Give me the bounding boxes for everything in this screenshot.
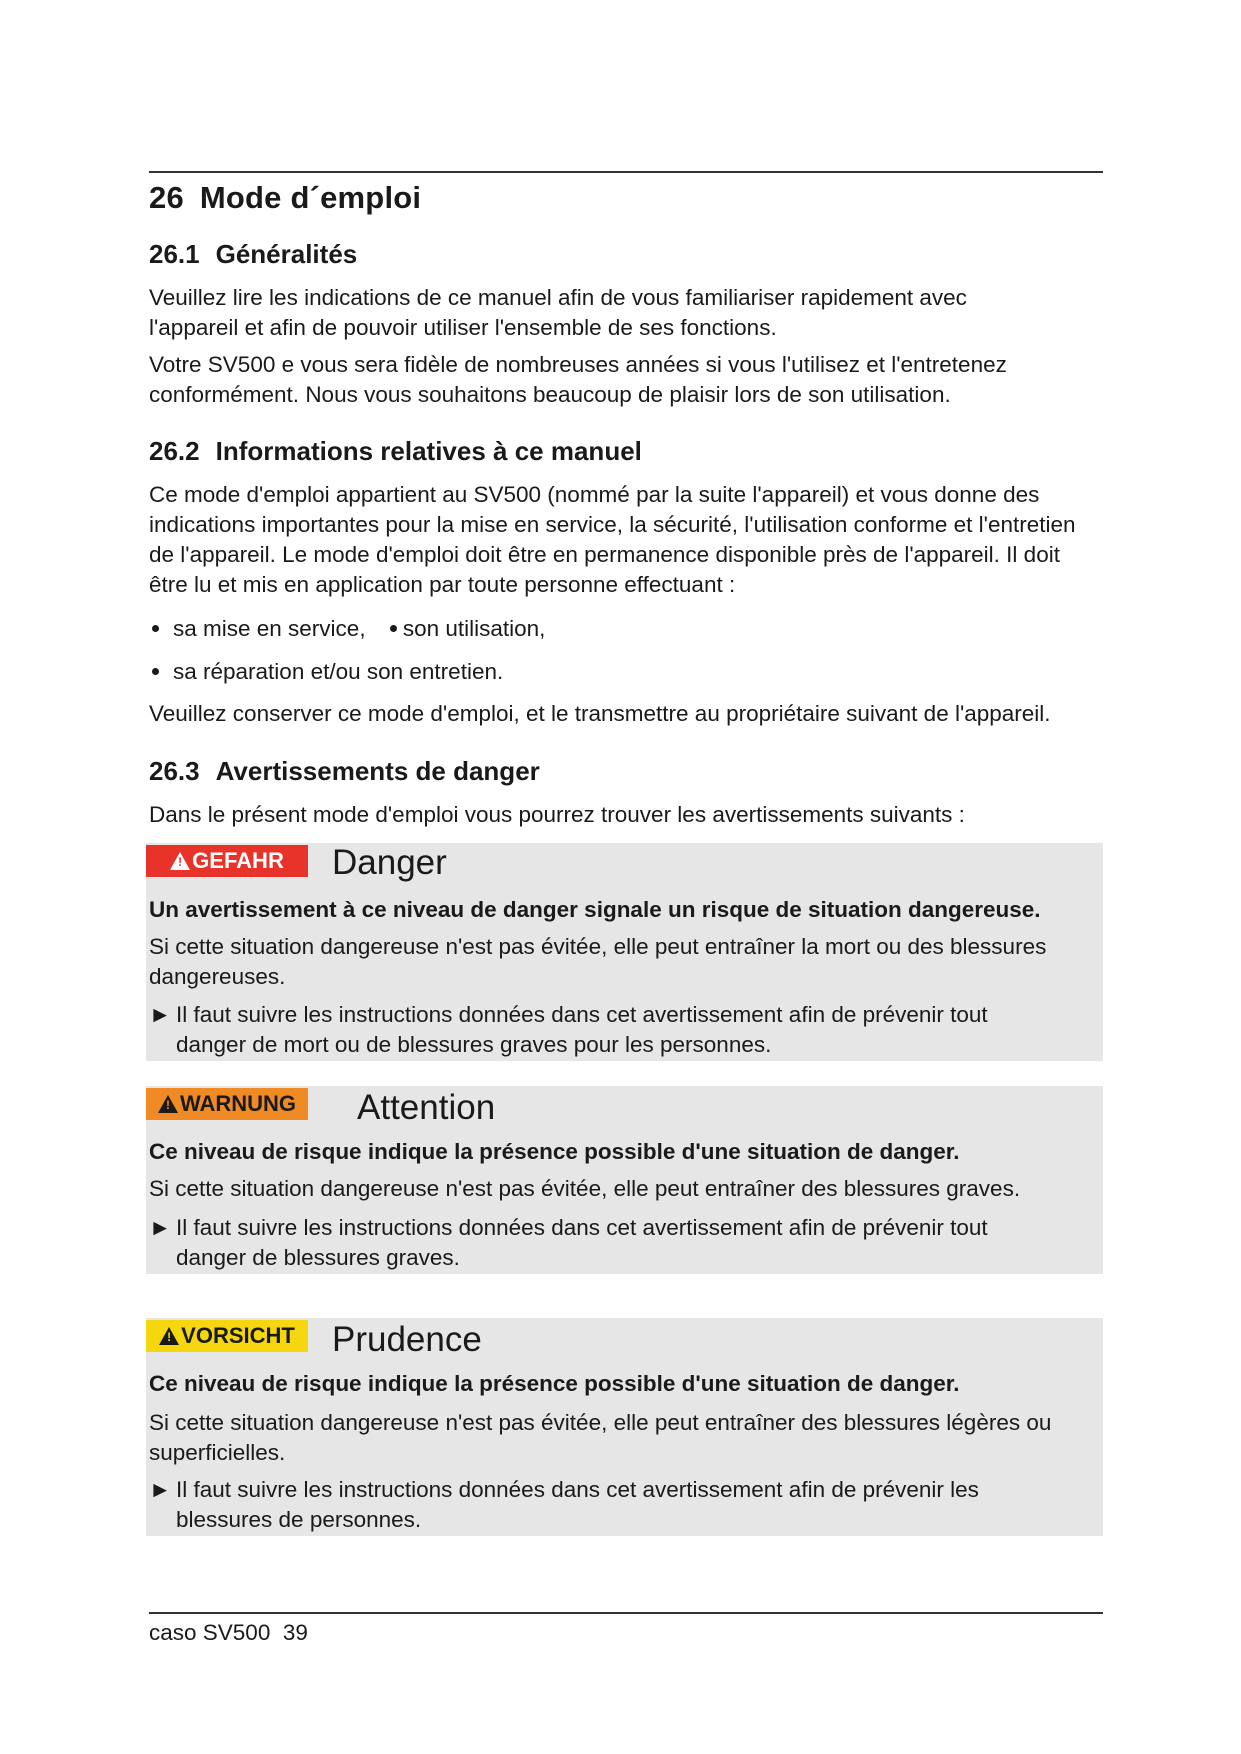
gefahr-badge xyxy=(146,845,308,877)
section-heading-generalites xyxy=(149,239,357,270)
section-heading-informations xyxy=(149,436,642,467)
paragraph: Veuillez conserver ce mode d'emploi, et le transmettre au propriétaire suivant de l'appareil. xyxy=(149,701,1051,726)
chapter-heading xyxy=(149,180,421,216)
arrow-right-icon: ► xyxy=(149,1002,172,1027)
warning-action-text: Il faut suivre les instructions données dans cet avertissement afin de prévenir tout danger de blessures graves. xyxy=(176,1215,988,1270)
section-number: 26.3 xyxy=(149,756,200,786)
warning-action xyxy=(149,1475,1049,1535)
signal-word: Danger xyxy=(332,843,447,882)
bullet-list-row xyxy=(149,614,545,644)
section-number: 26.1 xyxy=(149,239,200,269)
badge-label: VORSICHT xyxy=(181,1323,295,1348)
paragraph: Dans le présent mode d'emploi vous pourrez trouver les avertissements suivants : xyxy=(149,802,965,827)
warning-action-text: Il faut suivre les instructions données dans cet avertissement afin de prévenir les blessures de personnes. xyxy=(176,1477,979,1532)
warning-statement: Ce niveau de risque indique la présence possible d'une situation de danger. xyxy=(149,1139,960,1164)
page-number: 39 xyxy=(282,1620,308,1645)
bullet-icon xyxy=(390,625,397,632)
warnung-badge xyxy=(146,1088,308,1120)
paragraph: Ce mode d'emploi appartient au SV500 (nommé par la suite l'appareil) et vous donne des indications importantes pour la mise en service, la sécurité, l'utilisation conforme et l'entretien de l'appareil. Le mode d'emploi doit être en permanence disponible près de l'appareil. Il doit être lu et mis en application par toute personne effectuant : xyxy=(149,482,1076,597)
warning-triangle-icon xyxy=(170,852,190,870)
arrow-right-icon: ► xyxy=(149,1477,172,1502)
footer-rule xyxy=(149,1612,1103,1614)
signal-word: Attention xyxy=(357,1088,496,1127)
section-title: Informations relatives à ce manuel xyxy=(215,436,642,466)
warning-triangle-icon xyxy=(159,1327,179,1345)
warning-triangle-icon xyxy=(158,1095,178,1113)
bullet-item: son utilisation, xyxy=(402,616,546,641)
paragraph: Veuillez lire les indications de ce manuel afin de vous familiariser rapidement avec l'appareil et afin de pouvoir utiliser l'ensemble de ses fonctions. xyxy=(149,285,967,340)
warning-consequence: Si cette situation dangereuse n'est pas évitée, elle peut entraîner la mort ou des blessures dangereuses. xyxy=(149,934,1047,989)
bullet-icon xyxy=(152,625,159,632)
badge-label: WARNUNG xyxy=(179,1091,297,1116)
bullet-item: sa mise en service, xyxy=(173,616,366,641)
warnung-warning-box xyxy=(146,1086,1103,1274)
section-title: Avertissements de danger xyxy=(215,756,540,786)
vorsicht-badge xyxy=(146,1320,308,1352)
section-heading-avertissements xyxy=(149,756,540,787)
chapter-title: Mode d´emploi xyxy=(199,180,422,215)
paragraph: Votre SV500 e vous sera fidèle de nombreuses années si vous l'utilisez et l'entretenez conformément. Nous vous souhaitons beaucoup de plaisir lors de son utilisation. xyxy=(149,352,1007,407)
warning-consequence: Si cette situation dangereuse n'est pas évitée, elle peut entraîner des blessures graves. xyxy=(149,1176,1021,1201)
signal-word: Prudence xyxy=(332,1320,482,1359)
warning-statement: Un avertissement à ce niveau de danger signale un risque de situation dangereuse. xyxy=(149,897,1041,922)
warning-action xyxy=(149,1213,1049,1273)
chapter-number: 26 xyxy=(149,180,184,215)
manual-page xyxy=(149,0,1103,1754)
warning-statement: Ce niveau de risque indique la présence possible d'une situation de danger. xyxy=(149,1371,960,1396)
bullet-icon xyxy=(152,668,159,675)
warning-action xyxy=(149,1000,1049,1060)
vorsicht-warning-box xyxy=(146,1318,1103,1536)
footer-brand: caso SV500 xyxy=(149,1620,271,1645)
header-rule xyxy=(149,171,1103,173)
page-footer xyxy=(149,1620,308,1646)
danger-warning-box xyxy=(146,843,1103,1061)
section-number: 26.2 xyxy=(149,436,200,466)
badge-label: GEFAHR xyxy=(192,848,284,873)
bullet-list-row xyxy=(149,657,503,687)
section-title: Généralités xyxy=(215,239,358,269)
warning-action-text: Il faut suivre les instructions données dans cet avertissement afin de prévenir tout danger de mort ou de blessures graves pour les personnes. xyxy=(176,1002,988,1057)
bullet-item: sa réparation et/ou son entretien. xyxy=(173,659,504,684)
warning-consequence: Si cette situation dangereuse n'est pas évitée, elle peut entraîner des blessures légères ou superficielles. xyxy=(149,1410,1052,1465)
arrow-right-icon: ► xyxy=(149,1215,172,1240)
